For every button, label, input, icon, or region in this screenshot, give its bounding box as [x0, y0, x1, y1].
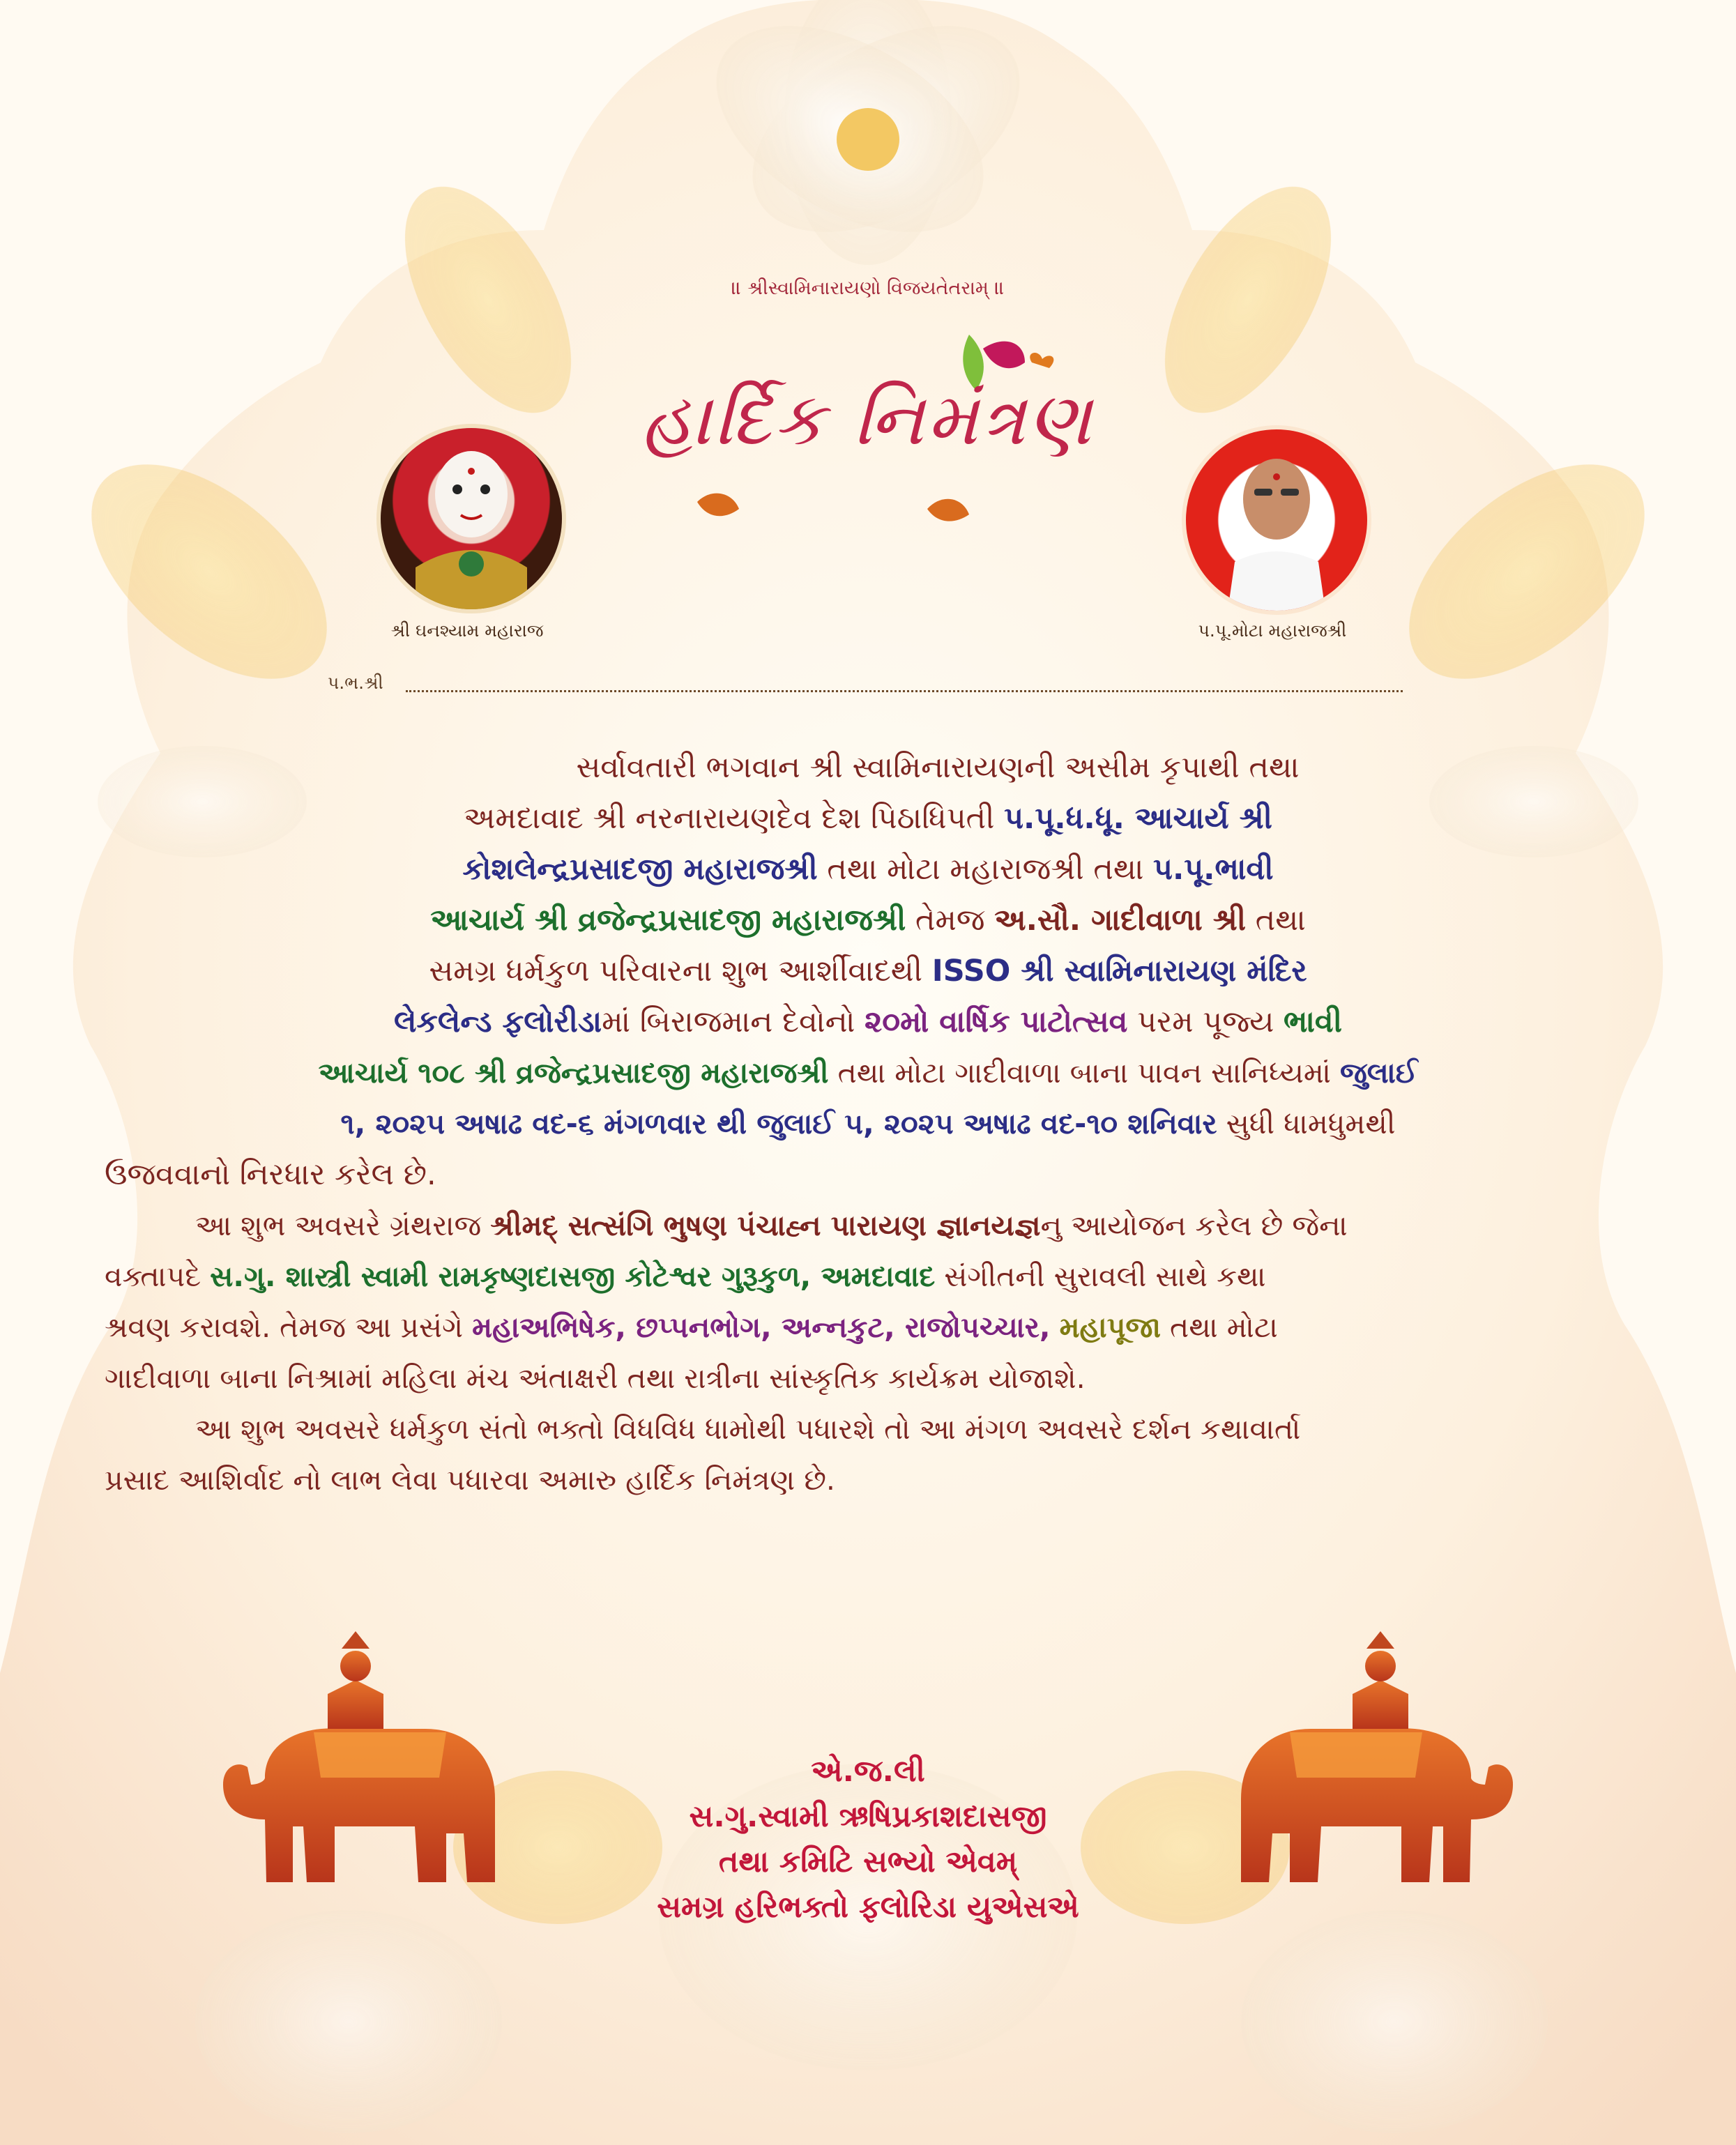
- recipient-fill-line: [406, 690, 1403, 692]
- recipient-label: પ.ભ.શ્રી: [328, 673, 383, 693]
- body-line: સમગ્ર ધર્મકુળ પરિવારના શુભ આર્શીવાદથી ISSO શ્રી સ્વામિનારાયણ મંદિર: [429, 954, 1307, 988]
- mantra-heading: ॥ શ્રીસ્વામિનારાયણો વિજયતેતરામ્ ॥: [731, 277, 1005, 299]
- right-portrait-caption: પ.પૂ.મોટા મહારાજશ્રી: [1198, 620, 1347, 641]
- signature-line-1: એ.જ.લી: [811, 1754, 925, 1789]
- guru-image: [1186, 429, 1367, 611]
- body-line: ૧, ૨૦૨૫ અષાઢ વદ-૬ મંગળવાર થી જુલાઈ ૫, ૨૦૨૫ અષાઢ વદ-૧૦ શનિવાર સુધી ધામધુમથી: [340, 1107, 1396, 1140]
- body-line: અમદાવાદ શ્રી નરનારાયણદેવ દેશ પિઠાધિપતી પ.પૂ.ધ.ધૂ. આચાર્ય શ્રી: [464, 801, 1272, 836]
- body-line: લેકલેન્ડ ફલોરીડામાં બિરાજમાન દેવોનો ૨૦મો વાર્ષિક પાટોત્સવ પરમ પૂજ્ય ભાવી: [394, 1005, 1342, 1039]
- signature-line-2: સ.ગુ.સ્વામી ઋષિપ્રકાશદાસજી: [689, 1799, 1047, 1834]
- deity-image: [381, 428, 562, 609]
- body-line: આચાર્ય શ્રી વ્રજેન્દ્રપ્રસાદજી મહારાજશ્રી તેમજ અ.સૌ. ગાદીવાળા શ્રી તથા: [430, 903, 1306, 938]
- page-title: હાર્દિક નિમંત્રણ: [641, 376, 1095, 461]
- body-line: ગાદીવાળા બાના નિશ્રામાં મહિલા મંચ અંતાક્ષરી તથા રાત્રીના સાંસ્કૃતિક કાર્યક્રમ યોજાશે.: [105, 1361, 1086, 1395]
- body-line: પ્રસાદ આશિર્વાદ નો લાભ લેવા પધારવા અમારુ હાર્દિક નિમંત્રણ છે.: [105, 1463, 835, 1497]
- signature-line-3: તથા કમિટિ સભ્યો એવમ્: [718, 1845, 1018, 1879]
- body-line: વક્તાપદે સ.ગુ. શાસ્ત્રી સ્વામી રામકૃષ્ણદાસજી કોટેશ્વર ગુરૂકુળ, અમદાવાદ સંગીતની સુરાવલી સાથે કથા: [105, 1260, 1266, 1293]
- body-line: આ શુભ અવસરે ધર્મકુળ સંતો ભક્તો વિધવિધ ધામોથી પધારશે તો આ મંગળ અવસરે દર્શન કથાવાર્તા: [195, 1412, 1301, 1446]
- body-line: ઉજવવાનો નિરધાર કરેલ છે.: [105, 1157, 436, 1192]
- left-portrait-caption: શ્રી ઘનશ્યામ મહારાજ: [390, 620, 544, 641]
- body-line: કોશલેન્દ્રપ્રસાદજી મહારાજશ્રી તથા મોટા મહારાજશ્રી તથા પ.પૂ.ભાવી: [462, 852, 1274, 887]
- signature-line-4: સમગ્ર હરિભક્તો ફલોરિડા યુએસએ: [657, 1890, 1079, 1925]
- left-portrait: [376, 424, 566, 613]
- body-line: આ શુભ અવસરે ગ્રંથરાજ શ્રીમદ્ સત્સંગિ ભુષણ પંચાહ્ન પારાયણ જ્ઞાનયજ્ઞનુ આયોજન કરેલ છે જેના: [195, 1209, 1348, 1242]
- body-line: શ્રવણ કરાવશે. તેમજ આ પ્રસંગે મહાઅભિષેક, છપ્પનભોગ, અન્નકુટ, રાજોપચ્ચાર, મહાપૂજા તથા મોટા: [105, 1311, 1278, 1344]
- body-line: આચાર્ય ૧૦૮ શ્રી વ્રજેન્દ્રપ્રસાદજી મહારાજશ્રી તથા મોટા ગાદીવાળા બાના પાવન સાનિધ્યમાં જુલાઈ: [318, 1056, 1418, 1090]
- invitation-body: [105, 742, 1631, 1506]
- body-line: સર્વાવતારી ભગવાન શ્રી સ્વામિનારાયણની અસીમ કૃપાથી તથા: [576, 750, 1300, 785]
- right-portrait: [1182, 425, 1371, 615]
